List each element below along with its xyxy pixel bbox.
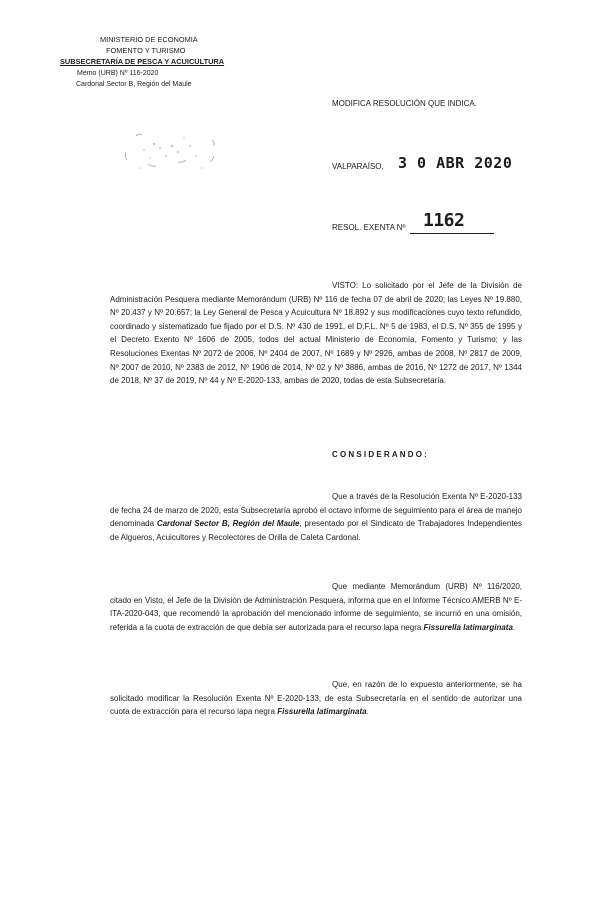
letterhead [56, 34, 256, 90]
date-label: VALPARAÍSO, [332, 162, 384, 171]
resolution-label: RESOL. EXENTA Nº [332, 223, 406, 232]
resolution-number-line [410, 233, 494, 234]
date-stamp: 3 0 ABR 2020 [398, 154, 513, 172]
resolution-number: 1162 [423, 210, 465, 231]
species-name: Fissurella latimarginata [423, 622, 513, 632]
visto-lead: VISTO: [332, 281, 359, 290]
area-name: Cardonal Sector B, Región del Maule [156, 519, 300, 529]
document-subject: MODIFICA RESOLUCIÓN QUE INDICA. [332, 99, 477, 108]
location-reference: Cardonal Sector B, Región del Maule [76, 80, 192, 88]
ministry-name: MINISTERIO DE ECONOMIA [100, 35, 198, 44]
visto-paragraph [110, 279, 522, 388]
memo-reference: Memo (URB) Nº 116-2020 [77, 69, 159, 77]
considerando-paragraph-3: Que, en razón de lo expuesto anteriormente, se ha solicitado modificar la Resolución Exenta Nº E-2020-133, de esta Subsecretaría en el sentido de autorizar una cuota de extracción para el recurso lapa negra Fissurella latimarginata. [110, 680, 522, 717]
subsecretaria-name: SUBSECRETARÍA DE PESCA Y ACUICULTURA [60, 57, 225, 67]
considerando-paragraph-1: Que a través de la Resolución Exenta Nº E-2020-133 de fecha 24 de marzo de 2020, esta Subsecretaría aprobó el octavo informe de seguimiento para el área de manejo denominada Cardonal Sector B, Región del Maule, presentado por el Sindicato de Trabajadores Independientes de Algueros, Acuicultores y Recolectores de Orilla de Caleta Cardonal. [110, 492, 522, 542]
ministry-name-line2: FOMENTO Y TURISMO [106, 46, 186, 56]
considerando-heading: CONSIDERANDO: [332, 450, 430, 459]
faded-seal-stamp [114, 122, 224, 182]
visto-text: Lo solicitado por el Jefe de la División de Administración Pesquera mediante Memorándum (URB) Nº 116 de fecha 07 de abril de 2020; las Leyes Nº 19.880, Nº 20.437 y Nº 20.657; la Ley General de Pesca y Acuicultura Nº 18.892 y sus modificaciones cuyo texto refundido, coordinado y sistematizado fue fijado por el D.S. Nº 430 de 1991, el D.F.L. Nº 5 de 1983, el D.S. Nº 355 de 1995 y el Decreto Exento Nº 1606 de 2005, todos del actual Ministerio de Economía, Fomento y Turismo; y las Resoluciones Exentas Nº 2072 de 2006, Nº 2404 de 2007, Nº 1689 y Nº 2926, ambas de 2008, Nº 2817 de 2009, Nº 2007 de 2010, Nº 2383 de 2012, Nº 1906 de 2014, Nº 02 y Nº 3886, ambas de 2016, Nº 1272 de 2017, Nº 1344 de 2018, Nº 37 de 2019, Nº 44 y Nº E-2020-133, ambas de 2020, todas de esta Subsecretaría. [110, 281, 522, 386]
species-name: Fissurella latimarginata [277, 707, 367, 717]
considerando-paragraph-2: Que mediante Memorándum (URB) Nº 116/2020, citado en Visto, el Jefe de la División de Administración Pesquera, informa que en el Informe Técnico AMERB Nº E-ITA-2020-043, que recomendó la aprobación del mencionado informe de seguimiento, se incurrió en una omisión, referida a la cuota de extracción de que debía ser autorizada para el recurso lapa negra Fissurella latimarginata. [110, 582, 522, 632]
